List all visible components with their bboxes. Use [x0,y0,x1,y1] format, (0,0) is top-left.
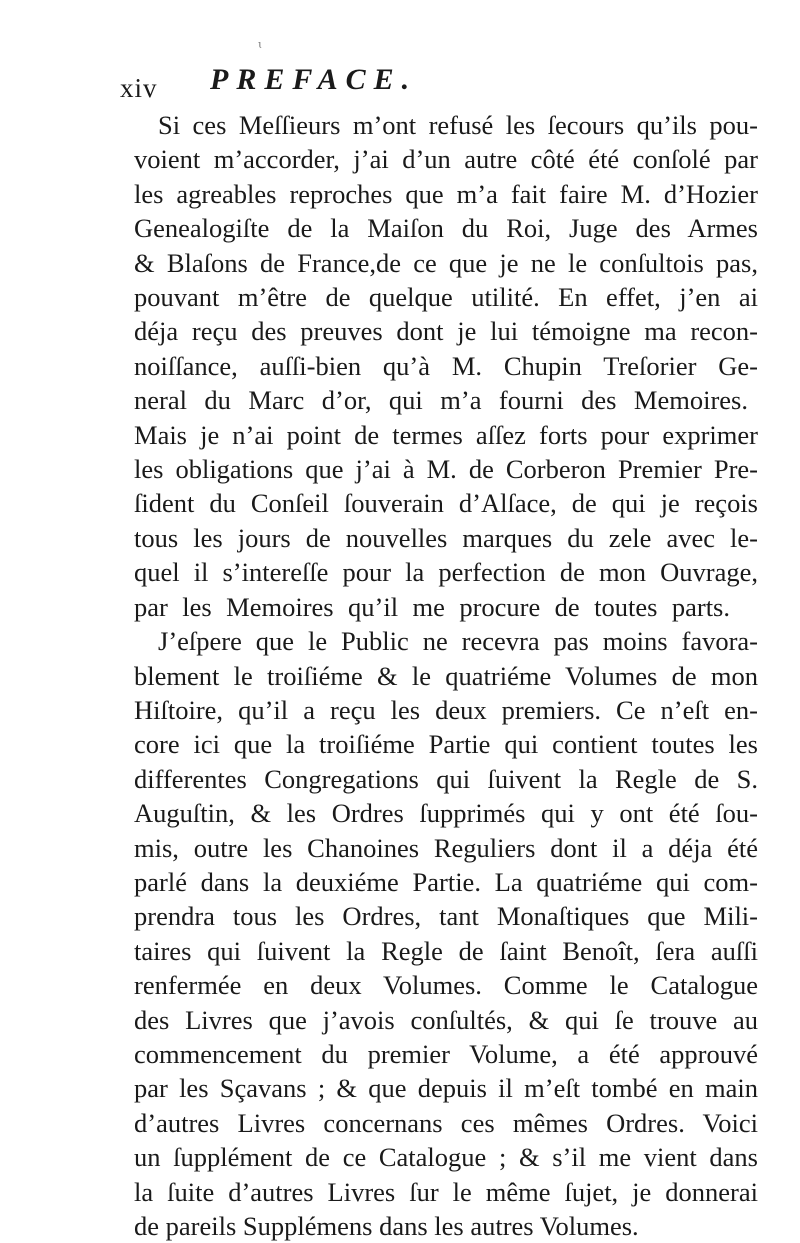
body-text [134,108,758,1243]
text-line: quel il s’intereſſe pour la perfection de mon Ouvrage, [134,557,758,588]
text-line: Si ces Meſſieurs m’ont refusé les ſecours qu’ils pou- [158,110,758,140]
text-line: de pareils Supplémens dans les autres Volumes. [134,1211,639,1241]
text-line: & Blaſons de France,de ce que je ne le conſultois pas, [134,247,758,278]
text-line: Mais je n’ai point de termes aſſez forts pour exprimer [134,419,758,450]
text-line: commencement du premier Volume, a été approuvé [134,1038,758,1069]
text-line: par les Sçavans ; & que depuis il m’eſt tombé en main [134,1073,758,1104]
text-line: les agreables reproches que m’a fait faire M. d’Hozier [134,178,758,209]
text-line: prendra tous les Ordres, tant Monaſtiques que Mili- [134,901,758,932]
text-line: J’eſpere que le Public ne recevra pas moins favora- [158,626,758,657]
text-line: taires qui ſuivent la Regle de ſaint Benoît, ſera auſſi [134,935,758,966]
text-line: mis, outre les Chanoines Reguliers dont il a déja été [134,832,758,863]
running-title: PREFACE. [210,63,418,96]
text-line: la ſuite d’autres Livres ſur le même ſujet, je donnerai [134,1176,758,1207]
text-line: ſident du Conſeil ſouverain d’Alſace, de qui je reçois [134,488,758,519]
text-line: parlé dans la deuxiéme Partie. La quatriéme qui com- [134,866,758,897]
text-line: d’autres Livres concernans ces mêmes Ordres. Voici [134,1107,758,1138]
text-line: blement le troiſiéme & le quatriéme Volumes de mon [134,660,758,691]
text-line: Auguſtin, & les Ordres ſupprimés qui y ont été ſou- [134,798,758,829]
text-line: Genealogiſte de la Maiſon du Roi, Juge des Armes [134,213,758,244]
text-line: voient m’accorder, j’ai d’un autre côté été conſolé par [134,144,758,175]
text-line: neral du Marc d’or, qui m’a fourni des Memoires. [134,385,748,416]
text-line: déja reçu des preuves dont je lui témoigne ma recon- [134,316,758,347]
text-line: core ici que la troiſiéme Partie qui contient toutes les [134,729,758,760]
stray-print-mark: ɩ [258,38,263,51]
text-line: renfermée en deux Volumes. Comme le Catalogue [134,970,758,1001]
text-line: differentes Congregations qui ſuivent la Regle de S. [134,763,758,794]
text-line: pouvant m’être de quelque utilité. En effet, j’en ai [134,282,758,313]
page-header [120,63,740,113]
text-line: un ſupplément de ce Catalogue ; & s’il me vient dans [134,1142,758,1173]
text-line: des Livres que j’avois conſultés, & qui ſe trouve au [134,1004,758,1035]
text-line: par les Memoires qu’il me procure de toutes parts. [134,591,730,622]
page-number: xiv [120,73,158,103]
text-line: noiſſance, auſſi-bien qu’à M. Chupin Treſorier Ge- [134,350,758,381]
text-line: tous les jours de nouvelles marques du zele avec le- [134,522,758,553]
text-line: Hiſtoire, qu’il a reçu les deux premiers. Ce n’eſt en- [134,694,758,725]
text-line: les obligations que j’ai à M. de Corberon Premier Pre- [134,454,758,485]
